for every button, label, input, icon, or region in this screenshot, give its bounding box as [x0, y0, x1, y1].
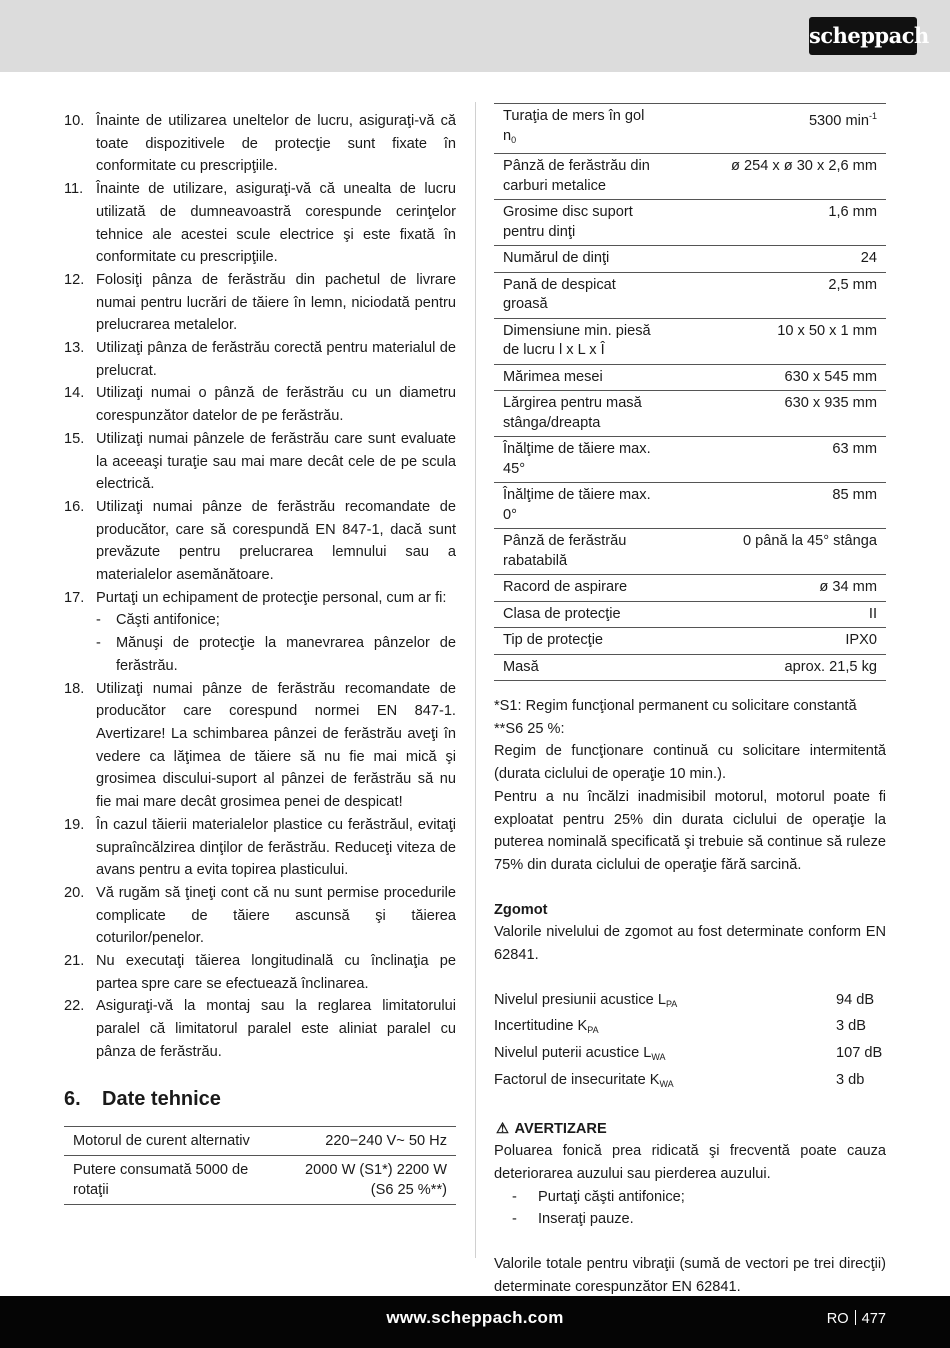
item-number: 16.: [64, 498, 85, 515]
item-number: 18.: [64, 680, 85, 697]
table-row: [494, 483, 886, 529]
table-row: [494, 272, 886, 318]
table-value: 0 până la 45° stânga: [662, 529, 886, 575]
warning-item-text: Purtaţi căşti antifonice;: [538, 1188, 685, 1205]
item-number: 20.: [64, 884, 85, 901]
list-item: [64, 382, 456, 427]
list-item: [64, 428, 456, 496]
table-label: Masă: [494, 654, 662, 681]
item-number: 19.: [64, 816, 85, 833]
table-row: [494, 318, 886, 364]
item-number: 12.: [64, 271, 85, 288]
table-row: [494, 1042, 882, 1069]
right-column: [494, 103, 886, 1298]
item-number: 21.: [64, 953, 85, 970]
item-number: 14.: [64, 385, 85, 402]
table-label: Lărgirea pentru masă stânga/dreapta: [494, 391, 662, 437]
warning-heading: [494, 1118, 886, 1141]
table-value: ø 254 x ø 30 x 2,6 mm: [662, 154, 886, 200]
table-row: [494, 364, 886, 391]
table-row: [494, 154, 886, 200]
item-text: Utilizaţi pânza de ferăstrău corectă pentru materialul de prelucrat.: [96, 340, 456, 379]
table-label: Tip de protecţie: [494, 628, 662, 655]
sub-list-item: [96, 609, 456, 632]
table-value: 63 mm: [662, 437, 886, 483]
list-item: [64, 587, 456, 678]
label-subscript: WA: [651, 1052, 666, 1063]
language-code: RO: [826, 1311, 849, 1327]
table-row: [494, 529, 886, 575]
separator: [855, 1310, 856, 1325]
header-bar: [0, 0, 950, 72]
table-value: 2,5 mm: [662, 272, 886, 318]
section-title: Date tehnice: [102, 1087, 221, 1110]
noise-table: [494, 989, 882, 1096]
table-row: [494, 104, 886, 154]
table-label: Grosime disc suport pentru dinţi: [494, 200, 662, 246]
item-text: Utilizaţi numai pânze de ferăstrău recomandate de producător, care să corespundă EN 847-1, dacă sunt prevăzute pentru prelucrarea lemnului sau a materialelor asemănătoare.: [96, 498, 456, 584]
item-text: Înainte de utilizare, asiguraţi-vă că unealta de lucru utilizată de dumneavoastră corespunde cerinţelor tehnice ale acestei scule electrice şi este fixată în conformitate cu prescripţiile.: [96, 181, 456, 266]
table-row: [494, 391, 886, 437]
noise-label: [494, 1015, 836, 1042]
list-item: [64, 178, 456, 269]
item-text: Înainte de utilizarea uneltelor de lucru, asiguraţi-vă că toate dispozitivele de protecţie sunt fixate în conformitate cu prescripţiile.: [96, 113, 456, 175]
noise-label: [494, 1042, 836, 1069]
table-row: [64, 1126, 456, 1156]
list-item: [64, 678, 456, 814]
noise-value: 3 db: [836, 1071, 865, 1088]
table-row: [494, 1015, 882, 1042]
label-text: Factorul de insecuritate K: [494, 1071, 660, 1088]
warning-list-item: [512, 1208, 886, 1231]
list-item: [64, 496, 456, 587]
noise-value: 107 dB: [836, 1045, 883, 1062]
table-label: Mărimea mesei: [494, 364, 662, 391]
table-value: 220−240 V~ 50 Hz: [291, 1126, 456, 1156]
dash-bullet: -: [512, 1188, 517, 1205]
power-table: [64, 1126, 456, 1206]
item-text: Vă rugăm să ţineţi cont că nu sunt permise procedurile complicate de tăiere ascunsă şi tăierea coturilor/penelor.: [96, 884, 456, 947]
warning-text: Poluarea fonică prea ridicată şi frecventă poate cauza deteriorarea auzului sau pierderea auzului.: [494, 1143, 886, 1182]
item-number: 13.: [64, 340, 85, 357]
table-value: II: [662, 601, 886, 628]
table-label: Dimensiune min. piesă de lucru l x L x Î: [494, 318, 662, 364]
table-value: [291, 1156, 456, 1205]
item-number: 15.: [64, 430, 85, 447]
item-text: Utilizaţi numai pânzele de ferăstrău care sunt evaluate la aceeaşi turaţie sau mai mare decât cele de pe scula electrică.: [96, 430, 456, 493]
page-indicator: [827, 1310, 886, 1327]
table-label: Pană de despicat groasă: [494, 272, 662, 318]
table-label: Înălţime de tăiere max. 0°: [494, 483, 662, 529]
warning-icon: ⚠: [495, 1120, 510, 1137]
table-label-text: Putere consumată 5000 de rotaţii: [73, 1162, 249, 1198]
table-label: [494, 104, 662, 154]
vibration-text: Valorile totale pentru vibraţii (sumă de vectori pe trei direcţii) determinate corespunzător EN 62841.: [494, 1256, 886, 1295]
table-value: 85 mm: [662, 483, 886, 529]
list-item: [64, 882, 456, 950]
note-s6: **S6 25 %:: [494, 720, 565, 737]
note-s1: *S1: Regim funcţional permanent cu solicitare constantă: [494, 698, 857, 714]
spec-table: [494, 103, 886, 681]
noise-intro: Valorile nivelului de zgomot au fost determinate conform EN 62841.: [494, 924, 886, 964]
table-row: [64, 1156, 456, 1205]
noise-label: [494, 989, 836, 1016]
table-label: Clasa de protecţie: [494, 601, 662, 628]
noise-value: 94 dB: [836, 991, 875, 1008]
table-label: Pânză de ferăstrău rabatabilă: [494, 529, 662, 575]
table-label: Racord de aspirare: [494, 575, 662, 602]
label-text: Turaţia de mers în gol n: [503, 108, 645, 144]
dash-bullet: -: [96, 635, 101, 652]
value-superscript: -1: [868, 111, 877, 121]
item-text: Utilizaţi numai pânze de ferăstrău recomandate de producător care corespund normei EN 847-1. Avertizare! La schimbarea pânzei de ferăstrău aveţi în vedere ca lăţimea de tăiere să nu fie mai mică şi grosimea discului-suport al pânzei de ferăstrău să nu fie mai mare decât grosimea penei de despicat!: [96, 680, 456, 811]
table-row: [494, 575, 886, 602]
note-motor: Pentru a nu încălzi inadmisibil motorul, motorul poate fi exploatat pentru 25% din durata ciclului de operaţie la puterea nominală specificată şi trebuie să continue să ruleze 75% din durata ciclului de operaţie fără sarcină.: [494, 788, 886, 873]
table-label: [64, 1156, 291, 1205]
table-value: 1,6 mm: [662, 200, 886, 246]
brand-logo: scheppach: [809, 17, 917, 55]
table-row: [494, 200, 886, 246]
sub-list-item: [96, 632, 456, 677]
item-number: 10.: [64, 113, 85, 129]
table-label: Motorul de curent alternativ: [64, 1126, 291, 1156]
table-value: 630 x 935 mm: [662, 391, 886, 437]
table-value: 24: [662, 246, 886, 273]
list-item: [64, 950, 456, 995]
noise-label: [494, 1069, 836, 1096]
page-number: 477: [861, 1311, 886, 1327]
table-value-text: 2000 W (S1*) 2200 W (S6 25 %**): [305, 1162, 447, 1198]
table-value: IPX0: [662, 628, 886, 655]
sub-item-text: Căşti antifonice;: [116, 612, 220, 629]
left-column: [64, 110, 456, 1205]
label-subscript: PA: [587, 1025, 599, 1036]
item-text: Utilizaţi numai o pânză de ferăstrău cu un diametru corespunzător datelor de pe ferăstrău.: [96, 385, 456, 425]
noise-title: Zgomot: [494, 901, 548, 918]
table-row: [494, 628, 886, 655]
value-text: 5300 min: [808, 112, 869, 129]
list-item: [64, 814, 456, 882]
website-link[interactable]: www.scheppach.com: [386, 1308, 564, 1327]
note-s6-text: Regim de funcţionare continuă cu solicitare intermitentă (durata ciclului de operaţie 10 min.).: [494, 743, 886, 783]
warning-title: AVERTIZARE: [514, 1120, 607, 1137]
noise-value: 3 dB: [836, 1018, 867, 1035]
dash-bullet: -: [96, 612, 101, 629]
sub-item-text: Mănuşi de protecţie la manevrarea pânzelor de ferăstrău.: [116, 635, 456, 674]
table-row: [494, 1069, 882, 1096]
section-number: 6.: [64, 1087, 81, 1110]
table-row: [494, 989, 882, 1016]
label-subscript: 0: [511, 134, 517, 145]
warning-item-text: Inseraţi pauze.: [538, 1211, 634, 1228]
table-value: 10 x 50 x 1 mm: [662, 318, 886, 364]
label-text: Incertitudine K: [494, 1018, 588, 1035]
table-value: ø 34 mm: [662, 575, 886, 602]
footer-bar: [0, 1296, 950, 1348]
label-subscript: WA: [659, 1078, 674, 1089]
list-item: [64, 337, 456, 382]
label-text: Nivelul presiunii acustice L: [494, 991, 666, 1008]
item-number: 17.: [64, 589, 85, 606]
item-number: 22.: [64, 998, 85, 1015]
table-row: [494, 601, 886, 628]
table-value: [662, 104, 886, 154]
table-row: [494, 437, 886, 483]
item-text: În cazul tăierii materialelor plastice cu ferăstrăul, evitaţi supraîncălzirea dinţilor de ferăstrău. Reduceţi viteza de avans pentru a evita topirea plasticului.: [96, 816, 456, 879]
table-value: aprox. 21,5 kg: [662, 654, 886, 681]
table-value: 630 x 545 mm: [662, 364, 886, 391]
dash-bullet: -: [512, 1211, 517, 1228]
list-item: [64, 995, 456, 1063]
item-text: Asiguraţi-vă la montaj sau la reglarea limitatorului paralel că limitatorul paralel este aliniat paralel cu pânza de ferăstrău.: [96, 998, 456, 1060]
table-label: Înălţime de tăiere max. 45°: [494, 437, 662, 483]
column-divider: [475, 102, 476, 1258]
item-text: Folosiţi pânza de ferăstrău din pachetul de livrare numai pentru lucrări de tăiere în lemn, niciodată pentru prelucrarea metalelor.: [96, 271, 456, 334]
table-row: [494, 246, 886, 273]
label-text: Nivelul puterii acustice L: [494, 1045, 652, 1062]
noise-section: [494, 899, 886, 1096]
table-label: Pânză de ferăstrău din carburi metalice: [494, 154, 662, 200]
item-number: 11.: [64, 181, 84, 198]
duty-notes: [494, 695, 886, 877]
item-text: Nu executaţi tăierea longitudinală cu înclinaţia pe partea spre care se efectuează înclinarea.: [96, 953, 456, 992]
section-heading: [64, 1086, 456, 1112]
label-subscript: PA: [665, 998, 678, 1009]
warning-section: [494, 1118, 886, 1232]
item-text: Purtaţi un echipament de protecţie personal, cum ar fi:: [96, 589, 447, 606]
list-item: [64, 110, 456, 178]
table-label: Numărul de dinţi: [494, 246, 662, 273]
list-item: [64, 269, 456, 337]
table-row: [494, 654, 886, 681]
warning-list-item: [512, 1186, 886, 1209]
